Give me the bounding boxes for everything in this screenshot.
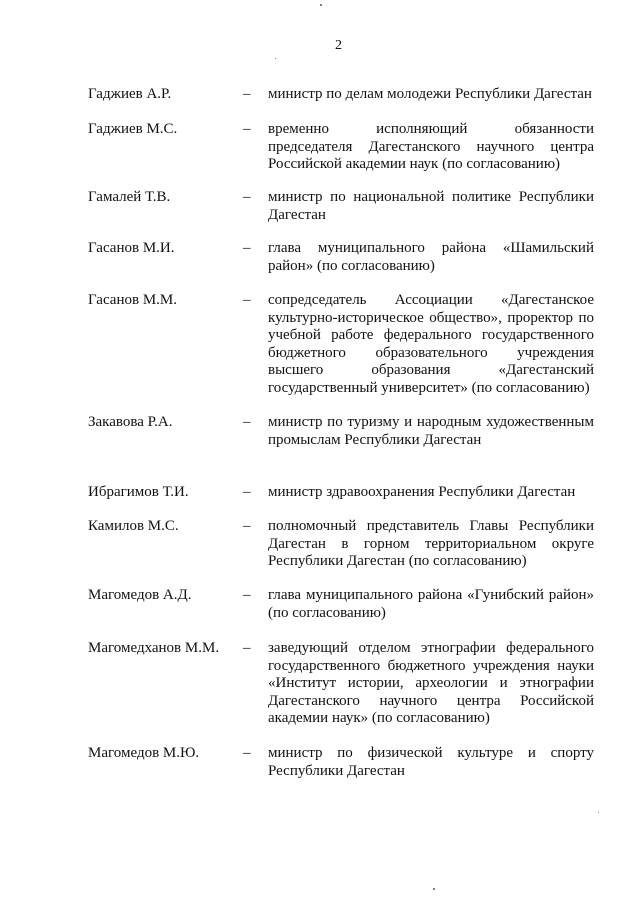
person-name: Магомедов М.Ю. [88, 745, 200, 761]
person-name: Магомедов А.Д. [88, 587, 192, 603]
position-description: глава муниципального района «Шамильский район» (по согласованию) [268, 240, 594, 274]
position-description: министр здравоохранения Республики Дагестан [268, 484, 576, 500]
person-name: Гаджиев М.С. [88, 121, 178, 137]
position-description: временно исполняющий обязанности председателя Дагестанского научного центра Российской академии наук (по согласованию) [268, 121, 594, 172]
dash-separator: – [243, 587, 251, 603]
position-description: министр по физической культуре и спорту Республики Дагестан [268, 745, 594, 779]
page-number: 2 [335, 38, 342, 53]
position-description: полномочный представитель Главы Республики Дагестан в горном территориальном округе Республики Дагестан (по согласованию) [268, 518, 594, 569]
dash-separator: – [243, 745, 251, 761]
position-description: министр по делам молодежи Республики Дагестан [268, 86, 592, 102]
person-name: Магомедханов М.М. [88, 640, 220, 656]
dash-separator: – [243, 484, 251, 500]
scan-speck [433, 888, 435, 890]
person-name: Закавова Р.А. [88, 414, 173, 430]
position-description: глава муниципального района «Гунибский район» (по согласованию) [268, 587, 594, 621]
person-name: Гаджиев А.Р. [88, 86, 172, 102]
dash-separator: – [243, 121, 251, 137]
scan-speck [275, 58, 276, 59]
dash-separator: – [243, 414, 251, 430]
dash-separator: – [243, 86, 251, 102]
dash-separator: – [243, 518, 251, 534]
dash-separator: – [243, 640, 251, 656]
scan-speck [598, 812, 599, 813]
position-description: министр по национальной политике Республики Дагестан [268, 189, 594, 223]
position-description: сопредседатель Ассоциации «Дагестанское культурно-историческое общество», проректор по учебной работе федерального государственного бюджетного образовательного учреждения высшего образования «Дагестанский государственный университет» (по согласованию) [268, 292, 594, 396]
person-name: Гасанов М.М. [88, 292, 177, 308]
dash-separator: – [243, 240, 251, 256]
person-name: Камилов М.С. [88, 518, 179, 534]
person-name: Гамалей Т.В. [88, 189, 171, 205]
person-name: Ибрагимов Т.И. [88, 484, 189, 500]
position-description: заведующий отделом этнографии федерального государственного бюджетного учреждения науки «Институт истории, археологии и этнографии Дагестанского научного центра Российской академии наук» (по согласованию) [268, 640, 594, 726]
scan-speck [320, 4, 322, 6]
person-name: Гасанов М.И. [88, 240, 175, 256]
position-description: министр по туризму и народным художественным промыслам Республики Дагестан [268, 414, 594, 448]
dash-separator: – [243, 292, 251, 308]
dash-separator: – [243, 189, 251, 205]
